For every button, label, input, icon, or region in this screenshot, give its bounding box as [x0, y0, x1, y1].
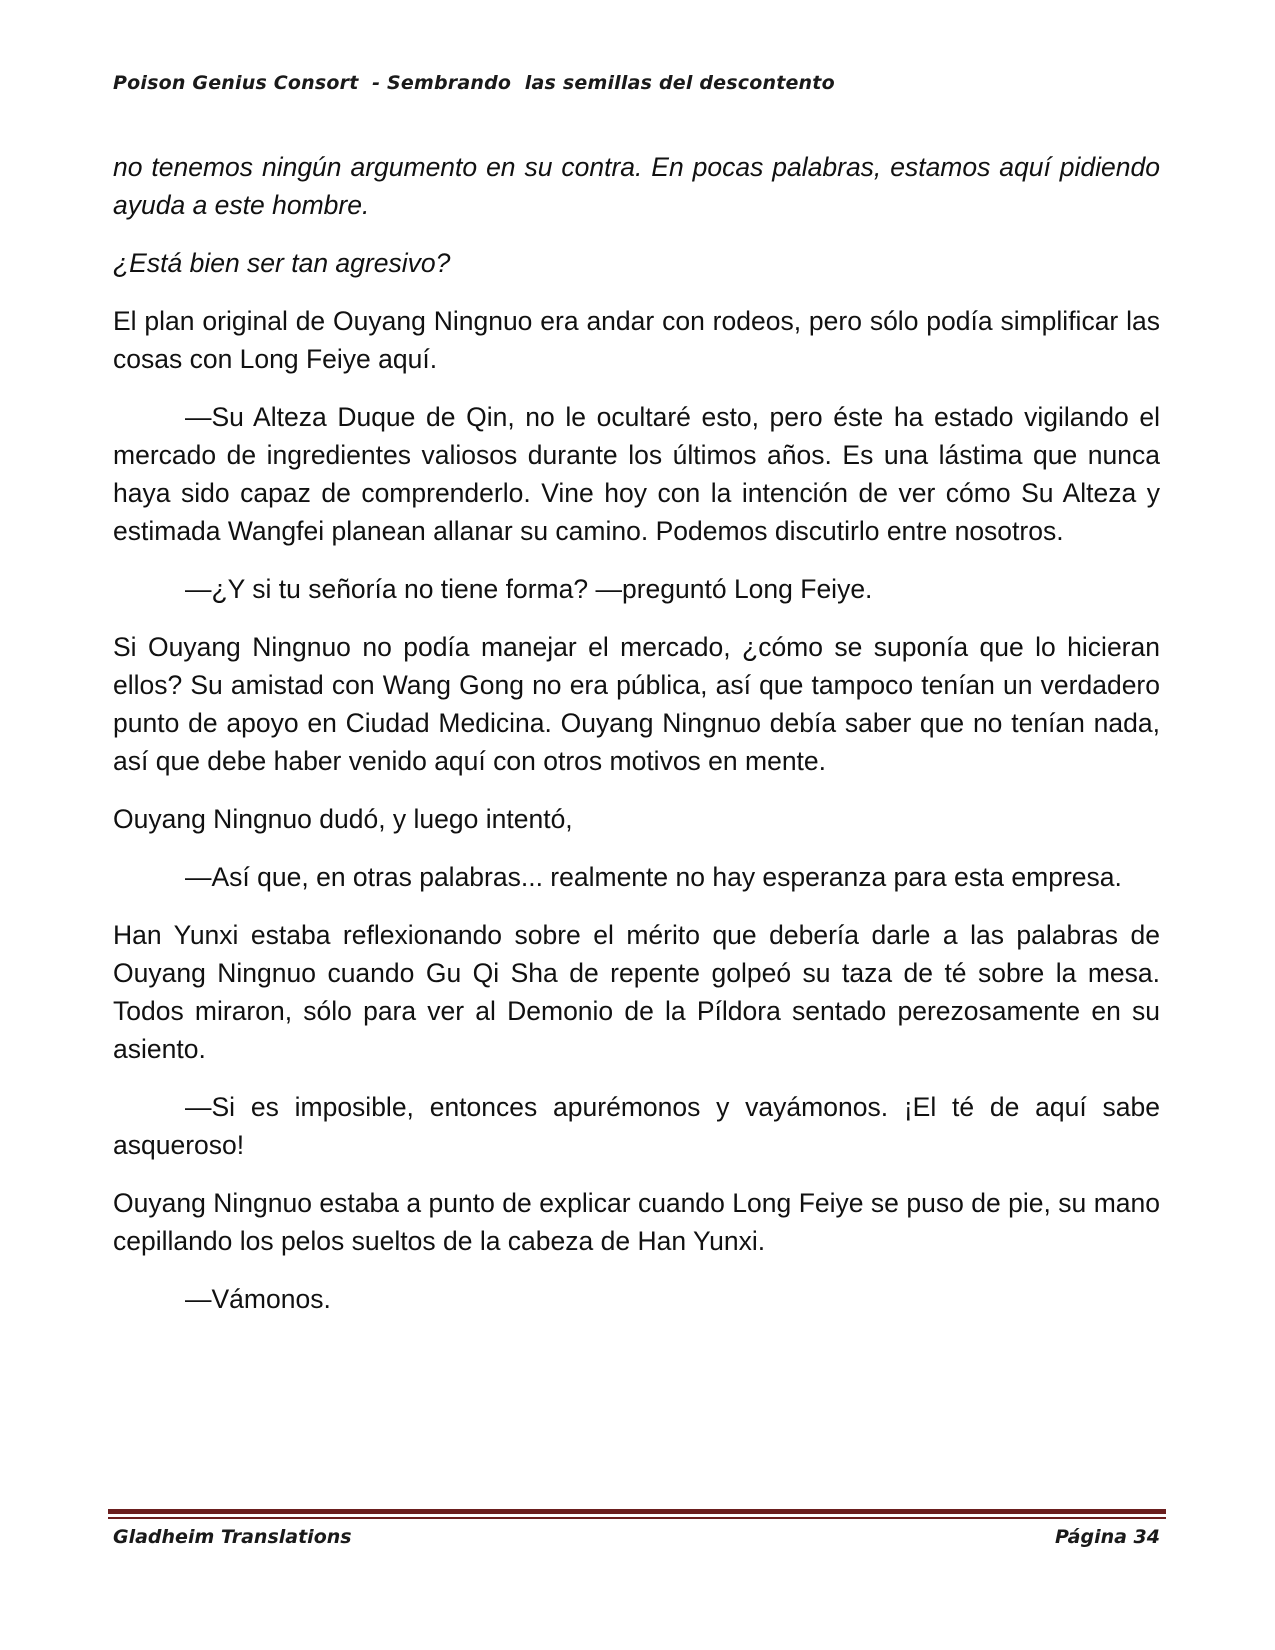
paragraph-7: Ouyang Ningnuo dudó, y luego intentó, [113, 804, 573, 834]
footer-publisher: Gladheim Translations [113, 1526, 352, 1548]
footer-page-number: Página 34 [1054, 1526, 1160, 1548]
paragraph-9: Han Yunxi estaba reflexionando sobre el mérito que debería darle a las palabras de Ouyang Ningnuo cuando Gu Qi Sha de repente golpeó su taza de té sobre la mesa. Todos miraron, sólo para ver al Demonio de la Píldora sentado perezosamente en su asiento. [113, 920, 1160, 1064]
footer-rule-thin [108, 1517, 1166, 1519]
running-header: Poison Genius Consort - Sembrando las semillas del descontento [113, 72, 835, 94]
paragraph-12: —Vámonos. [185, 1284, 331, 1314]
paragraph-8: —Así que, en otras palabras... realmente no hay esperanza para esta empresa. [185, 862, 1122, 892]
footer-rule-thick [108, 1509, 1166, 1514]
paragraph-6: Si Ouyang Ningnuo no podía manejar el mercado, ¿cómo se suponía que lo hicieran ellos? Su amistad con Wang Gong no era pública, así que tampoco tenían un verdadero punto de apoyo en Ciudad Medicina. Ouyang Ningnuo debía saber que no tenían nada, así que debe haber venido aquí con otros motivos en mente. [113, 632, 1160, 776]
paragraph-2: ¿Está bien ser tan agresivo? [113, 248, 451, 278]
body-text [113, 148, 1160, 1338]
paragraph-3: El plan original de Ouyang Ningnuo era andar con rodeos, pero sólo podía simplificar las cosas con Long Feiye aquí. [113, 306, 1160, 374]
paragraph-11: Ouyang Ningnuo estaba a punto de explicar cuando Long Feiye se puso de pie, su mano cepillando los pelos sueltos de la cabeza de Han Yunxi. [113, 1188, 1160, 1256]
paragraph-10: —Si es imposible, entonces apurémonos y vayámonos. ¡El té de aquí sabe asqueroso! [113, 1092, 1160, 1160]
paragraph-4: —Su Alteza Duque de Qin, no le ocultaré esto, pero éste ha estado vigilando el mercado de ingredientes valiosos durante los últimos años. Es una lástima que nunca haya sido capaz de comprenderlo. Vine hoy con la intención de ver cómo Su Alteza y estimada Wangfei planean allanar su camino. Podemos discutirlo entre nosotros. [113, 402, 1160, 546]
paragraph-5: —¿Y si tu señoría no tiene forma? —preguntó Long Feiye. [185, 574, 873, 604]
paragraph-1: no tenemos ningún argumento en su contra. En pocas palabras, estamos aquí pidiendo ayuda a este hombre. [113, 152, 1160, 220]
